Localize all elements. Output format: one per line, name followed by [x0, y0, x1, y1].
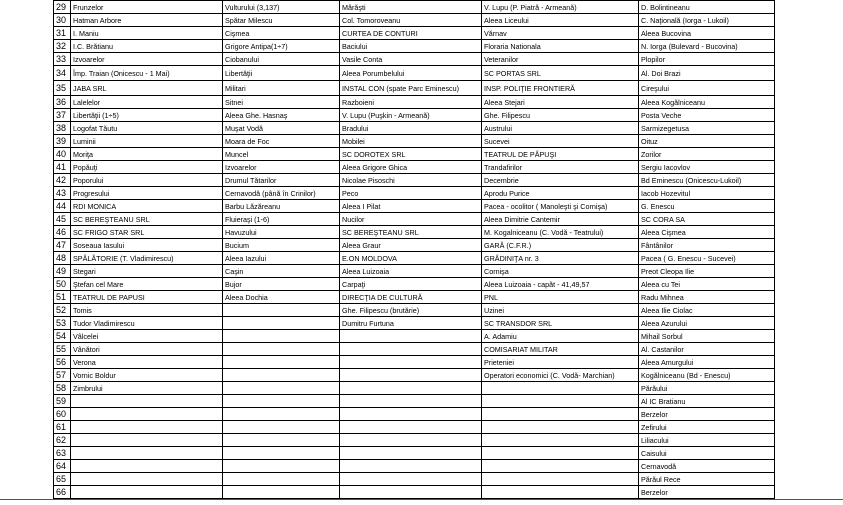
cell-col4: Trandafirilor [482, 161, 639, 174]
cell-col3 [340, 330, 482, 343]
cell-col3: INSTAL CON (spate Parc Eminescu) [340, 81, 482, 96]
cell-col1: Stegari [71, 265, 223, 278]
table-row [54, 408, 775, 421]
cell-col1: Vornic Boldur [71, 369, 223, 382]
cell-col5: Fântânilor [639, 239, 775, 252]
cell-col5: C. Naţională (Iorga - Lukoil) [639, 14, 775, 27]
cell-col4: Vărnav [482, 27, 639, 40]
row-number: 45 [54, 213, 71, 226]
cell-col2 [223, 486, 340, 499]
cell-col5: G. Enescu [639, 200, 775, 213]
cell-col5: Mihail Sorbul [639, 330, 775, 343]
table-row [54, 304, 775, 317]
table-row [54, 330, 775, 343]
cell-col2: Spătar Milescu [223, 14, 340, 27]
cell-col5: Caisului [639, 447, 775, 460]
cell-col1: Vâlcelei [71, 330, 223, 343]
cell-col2: Fluieraşi (1-6) [223, 213, 340, 226]
cell-col2: Caşin [223, 265, 340, 278]
row-number: 30 [54, 14, 71, 27]
table-row [54, 421, 775, 434]
row-number: 29 [54, 1, 71, 14]
table-row [54, 109, 775, 122]
cell-col4: TEATRUL DE PĂPUŞI [482, 148, 639, 161]
cell-col3: Nucilor [340, 213, 482, 226]
cell-col3: Razboieni [340, 96, 482, 109]
table-row [54, 174, 775, 187]
row-number: 54 [54, 330, 71, 343]
cell-col4: Aleea Luizoaia - capăt - 41,49,57 [482, 278, 639, 291]
cell-col4: M. Kogalniceanu (C. Vodă - Teatrului) [482, 226, 639, 239]
cell-col5: Al. Castanilor [639, 343, 775, 356]
cell-col3: Bradului [340, 122, 482, 135]
row-number: 64 [54, 460, 71, 473]
cell-col2 [223, 408, 340, 421]
cell-col3: SC DOROTEX SRL [340, 148, 482, 161]
cell-col1 [71, 421, 223, 434]
cell-col4: Pacea - ocolitor ( Manoleşti şi Cornişa) [482, 200, 639, 213]
cell-col1: TEATRUL DE PAPUSI [71, 291, 223, 304]
cell-col2: Aleea Iazului [223, 252, 340, 265]
cell-col2: Bucium [223, 239, 340, 252]
cell-col2 [223, 460, 340, 473]
cell-col4: A. Adamiu [482, 330, 639, 343]
cell-col5: Aleea cu Tei [639, 278, 775, 291]
cell-col2: Muncel [223, 148, 340, 161]
cell-col3: Nicolae Pisoschi [340, 174, 482, 187]
cell-col1: JABA SRL [71, 81, 223, 96]
cell-col3: Ghe. Filipescu (brutărie) [340, 304, 482, 317]
cell-col3: Aleea Porumbelului [340, 66, 482, 81]
cell-col5: Cireşului [639, 81, 775, 96]
cell-col1 [71, 408, 223, 421]
cell-col1: SPĂLĂTORIE (T. Vladimirescu) [71, 252, 223, 265]
row-number: 60 [54, 408, 71, 421]
table-row [54, 447, 775, 460]
cell-col4: Aleea Dimitrie Cantemir [482, 213, 639, 226]
cell-col5: Aleea Cişmea [639, 226, 775, 239]
cell-col2: Moara de Foc [223, 135, 340, 148]
cell-col5: Al IC Bratianu [639, 395, 775, 408]
cell-col5: Aleea Ilie Ciolac [639, 304, 775, 317]
cell-col4: GRĂDINIŢA nr. 3 [482, 252, 639, 265]
cell-col5: Părăul Rece [639, 473, 775, 486]
table-row [54, 27, 775, 40]
cell-col4: SC TRANSDOR SRL [482, 317, 639, 330]
row-number: 34 [54, 66, 71, 81]
table-row [54, 200, 775, 213]
cell-col1: Tudor Vladimirescu [71, 317, 223, 330]
row-number: 31 [54, 27, 71, 40]
cell-col4 [482, 382, 639, 395]
row-number: 36 [54, 96, 71, 109]
row-number: 40 [54, 148, 71, 161]
cell-col1: Împ. Traian (Onicescu - 1 Mai) [71, 66, 223, 81]
cell-col5: Aleea Amurgului [639, 356, 775, 369]
cell-col2 [223, 421, 340, 434]
cell-col1: Soseaua Iasului [71, 239, 223, 252]
row-number: 46 [54, 226, 71, 239]
cell-col4: Ghe. Filipescu [482, 109, 639, 122]
cell-col3: E.ON MOLDOVA [340, 252, 482, 265]
cell-col1 [71, 486, 223, 499]
cell-col4 [482, 395, 639, 408]
cell-col1: Ştefan cel Mare [71, 278, 223, 291]
cell-col4 [482, 447, 639, 460]
cell-col2: Sitnei [223, 96, 340, 109]
row-number: 35 [54, 81, 71, 96]
cell-col4: GARĂ (C.F.R.) [482, 239, 639, 252]
row-number: 50 [54, 278, 71, 291]
cell-col4: Sucevei [482, 135, 639, 148]
cell-col1 [71, 434, 223, 447]
cell-col3: Dumitru Furtuna [340, 317, 482, 330]
row-number: 65 [54, 473, 71, 486]
cell-col5: Aleea Azurului [639, 317, 775, 330]
cell-col5: Liliacului [639, 434, 775, 447]
cell-col5: Preot Cleopa Ilie [639, 265, 775, 278]
cell-col3 [340, 473, 482, 486]
row-number: 51 [54, 291, 71, 304]
row-number: 63 [54, 447, 71, 460]
table-row [54, 356, 775, 369]
cell-col1: Luminii [71, 135, 223, 148]
cell-col3: CURTEA DE CONTURI [340, 27, 482, 40]
cell-col1: Lalelelor [71, 96, 223, 109]
cell-col1 [71, 447, 223, 460]
cell-col3 [340, 421, 482, 434]
table-row [54, 40, 775, 53]
row-number: 43 [54, 187, 71, 200]
cell-col5: Zorilor [639, 148, 775, 161]
row-number: 44 [54, 200, 71, 213]
cell-col4 [482, 408, 639, 421]
cell-col4: Decembrie [482, 174, 639, 187]
cell-col4: Veteranilor [482, 53, 639, 66]
row-number: 52 [54, 304, 71, 317]
cell-col3 [340, 434, 482, 447]
cell-col4: SC PORTAS SRL [482, 66, 639, 81]
cell-col4: Aprodu Purice [482, 187, 639, 200]
table-row [54, 148, 775, 161]
cell-col3: Aleea Grigore Ghica [340, 161, 482, 174]
cell-col1 [71, 395, 223, 408]
cell-col5: Iacob Hozevitul [639, 187, 775, 200]
cell-col2: Vulturului (3,137) [223, 1, 340, 14]
cell-col1: Zimbrului [71, 382, 223, 395]
table-row [54, 473, 775, 486]
row-number: 47 [54, 239, 71, 252]
cell-col3 [340, 369, 482, 382]
cell-col2: Bujor [223, 278, 340, 291]
cell-col3 [340, 408, 482, 421]
cell-col2: Drumul Tătarilor [223, 174, 340, 187]
cell-col2: Cernavodă (până în Crinilor) [223, 187, 340, 200]
cell-col2 [223, 304, 340, 317]
table-row [54, 187, 775, 200]
row-number: 56 [54, 356, 71, 369]
table-row [54, 395, 775, 408]
cell-col1: Libertăţii (1÷5) [71, 109, 223, 122]
cell-col5: Posta Veche [639, 109, 775, 122]
cell-col3 [340, 460, 482, 473]
cell-col3: Col. Tomoroveanu [340, 14, 482, 27]
cell-col4: Aleea Liceului [482, 14, 639, 27]
cell-col3: DIRECŢIA DE CULTURĂ [340, 291, 482, 304]
cell-col1: Izvoarelor [71, 53, 223, 66]
cell-col1 [71, 460, 223, 473]
cell-col2 [223, 395, 340, 408]
cell-col5: Zefirului [639, 421, 775, 434]
cell-col2: Libertăţii [223, 66, 340, 81]
cell-col1: Poporului [71, 174, 223, 187]
cell-col2 [223, 434, 340, 447]
cell-col1: Tomis [71, 304, 223, 317]
cell-col5: Aleea Bucovina [639, 27, 775, 40]
row-number: 38 [54, 122, 71, 135]
row-number: 59 [54, 395, 71, 408]
cell-col4 [482, 460, 639, 473]
table-row [54, 81, 775, 96]
cell-col5: Pacea ( G. Enescu - Sucevei) [639, 252, 775, 265]
row-number: 61 [54, 421, 71, 434]
page-bottom-border [0, 499, 843, 500]
cell-col1: I.C. Brătianu [71, 40, 223, 53]
table-row [54, 213, 775, 226]
row-number: 48 [54, 252, 71, 265]
cell-col2 [223, 356, 340, 369]
row-number: 37 [54, 109, 71, 122]
cell-col1: SC FRIGO STAR SRL [71, 226, 223, 239]
cell-col3: Carpaţi [340, 278, 482, 291]
cell-col3 [340, 382, 482, 395]
cell-col4: Uzinei [482, 304, 639, 317]
cell-col1: Logofat Tăutu [71, 122, 223, 135]
cell-col2: Militari [223, 81, 340, 96]
cell-col1: RDI MONICA [71, 200, 223, 213]
cell-col3 [340, 343, 482, 356]
table-row [54, 265, 775, 278]
table-row [54, 317, 775, 330]
cell-col1 [71, 473, 223, 486]
cell-col2 [223, 317, 340, 330]
cell-col4: PNL [482, 291, 639, 304]
cell-col1: Verona [71, 356, 223, 369]
cell-col5: Berzelor [639, 486, 775, 499]
table-row [54, 291, 775, 304]
cell-col5: N. Iorga (Bulevard - Bucovina) [639, 40, 775, 53]
cell-col2: Grigore Antipa(1÷7) [223, 40, 340, 53]
cell-col2 [223, 343, 340, 356]
cell-col2: Muşat Vodă [223, 122, 340, 135]
cell-col3: Peco [340, 187, 482, 200]
cell-col3: Mărăşti [340, 1, 482, 14]
row-number: 62 [54, 434, 71, 447]
cell-col5: Sarmizegetusa [639, 122, 775, 135]
cell-col2: Aleea Ghe. Hasnaş [223, 109, 340, 122]
cell-col1: Moriţa [71, 148, 223, 161]
table-row [54, 343, 775, 356]
cell-col2 [223, 330, 340, 343]
cell-col2 [223, 473, 340, 486]
cell-col4: Prieteniei [482, 356, 639, 369]
cell-col1: I. Maniu [71, 27, 223, 40]
cell-col5: D. Bolintineanu [639, 1, 775, 14]
table-row [54, 96, 775, 109]
table-row [54, 239, 775, 252]
cell-col4: Austrului [482, 122, 639, 135]
cell-col4: Floraria Nationala [482, 40, 639, 53]
table-row [54, 135, 775, 148]
streets-table [53, 0, 775, 499]
cell-col4: Operatori economici (C. Vodă- Marchian) [482, 369, 639, 382]
cell-col4: COMISARIAT MILITAR [482, 343, 639, 356]
table-row [54, 66, 775, 81]
cell-col1: Hatman Arbore [71, 14, 223, 27]
cell-col3: Baciului [340, 40, 482, 53]
cell-col2: Havuzului [223, 226, 340, 239]
table-row [54, 382, 775, 395]
row-number: 53 [54, 317, 71, 330]
cell-col3: V. Lupu (Puşkin - Armeană) [340, 109, 482, 122]
table-row [54, 122, 775, 135]
table-row [54, 486, 775, 499]
row-number: 32 [54, 40, 71, 53]
cell-col3: Mobilei [340, 135, 482, 148]
cell-col4: INSP. POLIŢIE FRONTIERĂ [482, 81, 639, 96]
cell-col5: Aleea Kogălniceanu [639, 96, 775, 109]
table-row [54, 434, 775, 447]
table-row [54, 1, 775, 14]
cell-col2 [223, 382, 340, 395]
table-row [54, 252, 775, 265]
cell-col3: Aleea I Pilat [340, 200, 482, 213]
row-number: 41 [54, 161, 71, 174]
cell-col5: Oituz [639, 135, 775, 148]
row-number: 49 [54, 265, 71, 278]
row-number: 55 [54, 343, 71, 356]
cell-col2 [223, 447, 340, 460]
cell-col4 [482, 434, 639, 447]
cell-col5: Al. Doi Brazi [639, 66, 775, 81]
cell-col3 [340, 356, 482, 369]
cell-col3: SC BEREŞTEANU SRL [340, 226, 482, 239]
cell-col2: Aleea Dochia [223, 291, 340, 304]
cell-col1: Popăuţi [71, 161, 223, 174]
cell-col3 [340, 486, 482, 499]
row-number: 39 [54, 135, 71, 148]
table-body [54, 1, 775, 499]
cell-col2: Ciobanului [223, 53, 340, 66]
table-row [54, 161, 775, 174]
cell-col3 [340, 395, 482, 408]
cell-col4: V. Lupu (P. Piatră - Armeană) [482, 1, 639, 14]
cell-col4: Aleea Stejari [482, 96, 639, 109]
cell-col3: Vasile Conta [340, 53, 482, 66]
cell-col5: Bd Eminescu (Onicescu-Lukoil) [639, 174, 775, 187]
cell-col2 [223, 369, 340, 382]
row-number: 33 [54, 53, 71, 66]
cell-col5: Sergiu Iacovlov [639, 161, 775, 174]
cell-col2: Izvoarelor [223, 161, 340, 174]
cell-col4: Cornişa [482, 265, 639, 278]
row-number: 57 [54, 369, 71, 382]
table-row [54, 14, 775, 27]
cell-col1: Progresului [71, 187, 223, 200]
cell-col5: Kogălniceanu (Bd - Enescu) [639, 369, 775, 382]
cell-col5: Părăului [639, 382, 775, 395]
cell-col1: Vânători [71, 343, 223, 356]
row-number: 42 [54, 174, 71, 187]
cell-col5: Radu Mihnea [639, 291, 775, 304]
table-row [54, 278, 775, 291]
cell-col4 [482, 421, 639, 434]
cell-col1: Frunzelor [71, 1, 223, 14]
cell-col5: SC CORA SA [639, 213, 775, 226]
cell-col4 [482, 473, 639, 486]
cell-col2: Barbu Lăzăreanu [223, 200, 340, 213]
table-row [54, 369, 775, 382]
table-row [54, 460, 775, 473]
cell-col1: SC BEREŞTEANU SRL [71, 213, 223, 226]
cell-col5: Cernavodă [639, 460, 775, 473]
cell-col4 [482, 486, 639, 499]
cell-col5: Plopilor [639, 53, 775, 66]
cell-col5: Berzelor [639, 408, 775, 421]
row-number: 66 [54, 486, 71, 499]
table-row [54, 226, 775, 239]
cell-col3: Aleea Graur [340, 239, 482, 252]
cell-col2: Cişmea [223, 27, 340, 40]
cell-col3 [340, 447, 482, 460]
cell-col3: Aleea Luizoaia [340, 265, 482, 278]
row-number: 58 [54, 382, 71, 395]
table-row [54, 53, 775, 66]
